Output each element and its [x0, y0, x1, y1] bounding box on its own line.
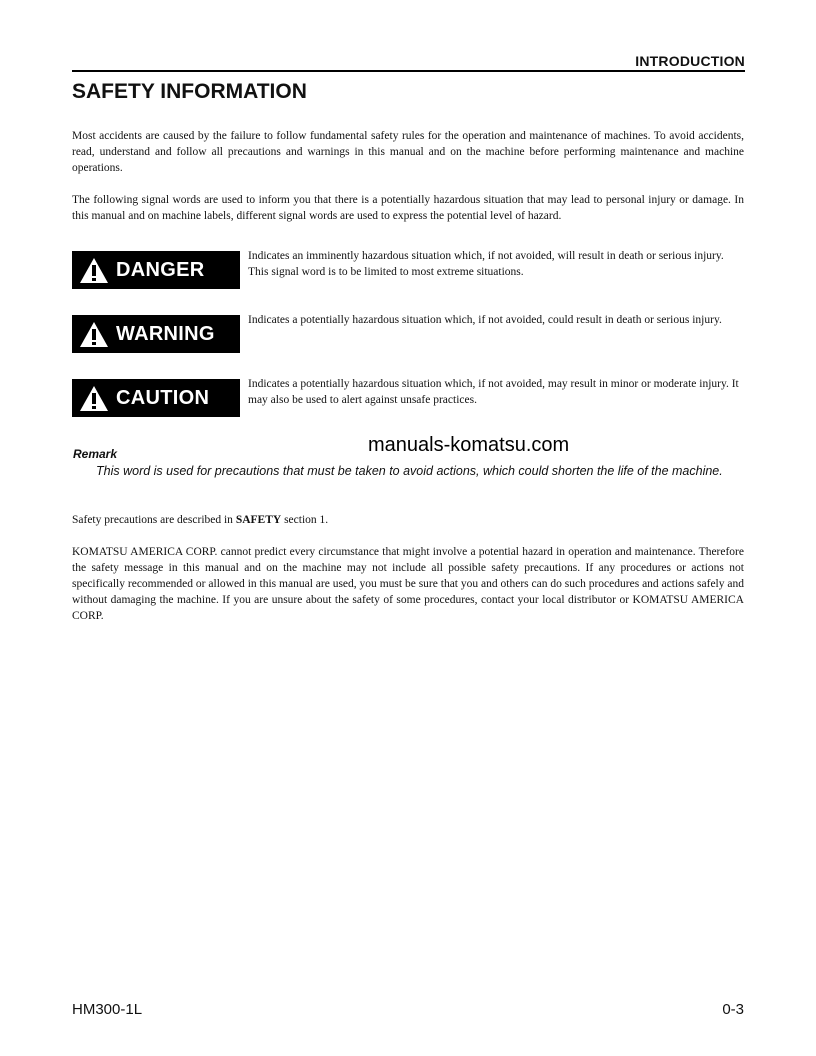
page-title: SAFETY INFORMATION — [72, 80, 307, 103]
caution-signal-word: CAUTION — [116, 386, 210, 409]
remark-title: Remark — [73, 447, 118, 461]
remark-text: This word is used for precautions that must be taken to avoid actions, which could shorten the life of the machine. — [96, 464, 723, 478]
watermark: manuals-komatsu.com — [368, 434, 570, 456]
warning-signal-word: WARNING — [116, 322, 215, 345]
section-header: INTRODUCTION — [635, 53, 745, 69]
danger-signal-box — [72, 251, 240, 289]
precautions-paragraph — [72, 512, 744, 528]
warning-description: Indicates a potentially hazardous situation which, if not avoided, could result in death or serious injury. — [248, 314, 722, 326]
closing-paragraph: KOMATSU AMERICA CORP. cannot predict every circumstance that might involve a potential hazard in operation and maintenance. Therefore the safety message in this manual and on the machine may not include all possible safety precautions. If any procedures or actions not specifically recommended or allowed in this manual are used, you must be sure that you and others can do such procedures and actions safely and without damaging the machine. If you are unsure about the safety of some procedures, contact your local distributor or KOMATSU AMERICA CORP. — [72, 546, 744, 622]
danger-signal-word: DANGER — [116, 258, 205, 281]
precautions-text-after: section 1. — [281, 514, 329, 526]
footer-model: HM300-1L — [72, 1001, 143, 1018]
intro-paragraph-1: Most accidents are caused by the failure to follow fundamental safety rules for the operation and maintenance of machines. To avoid accidents, read, understand and follow all precautions and warnings in this manual and on the machine before performing maintenance and machine operations. — [72, 130, 744, 174]
caution-description: Indicates a potentially hazardous situation which, if not avoided, may result in minor or moderate injury. It may also be used to alert against unsafe practices. — [248, 378, 739, 406]
header-rule — [72, 70, 745, 72]
footer-page-number: 0-3 — [722, 1001, 744, 1018]
danger-description: Indicates an imminently hazardous situation which, if not avoided, will result in death or serious injury. This signal word is to be limited to most extreme situations. — [248, 250, 724, 278]
precautions-section-name: SAFETY — [235, 514, 282, 526]
warning-triangle-icon — [72, 251, 116, 289]
warning-triangle-icon — [72, 379, 116, 417]
intro-paragraph-2: The following signal words are used to inform you that there is a potentially hazardous situation that may lead to personal injury or damage. In this manual and on machine labels, different signal words are used to express the potential level of hazard. — [72, 194, 744, 222]
caution-signal-box — [72, 379, 240, 417]
warning-signal-box — [72, 315, 240, 353]
warning-triangle-icon — [72, 315, 116, 353]
precautions-text-before: Safety precautions are described in — [72, 514, 236, 526]
